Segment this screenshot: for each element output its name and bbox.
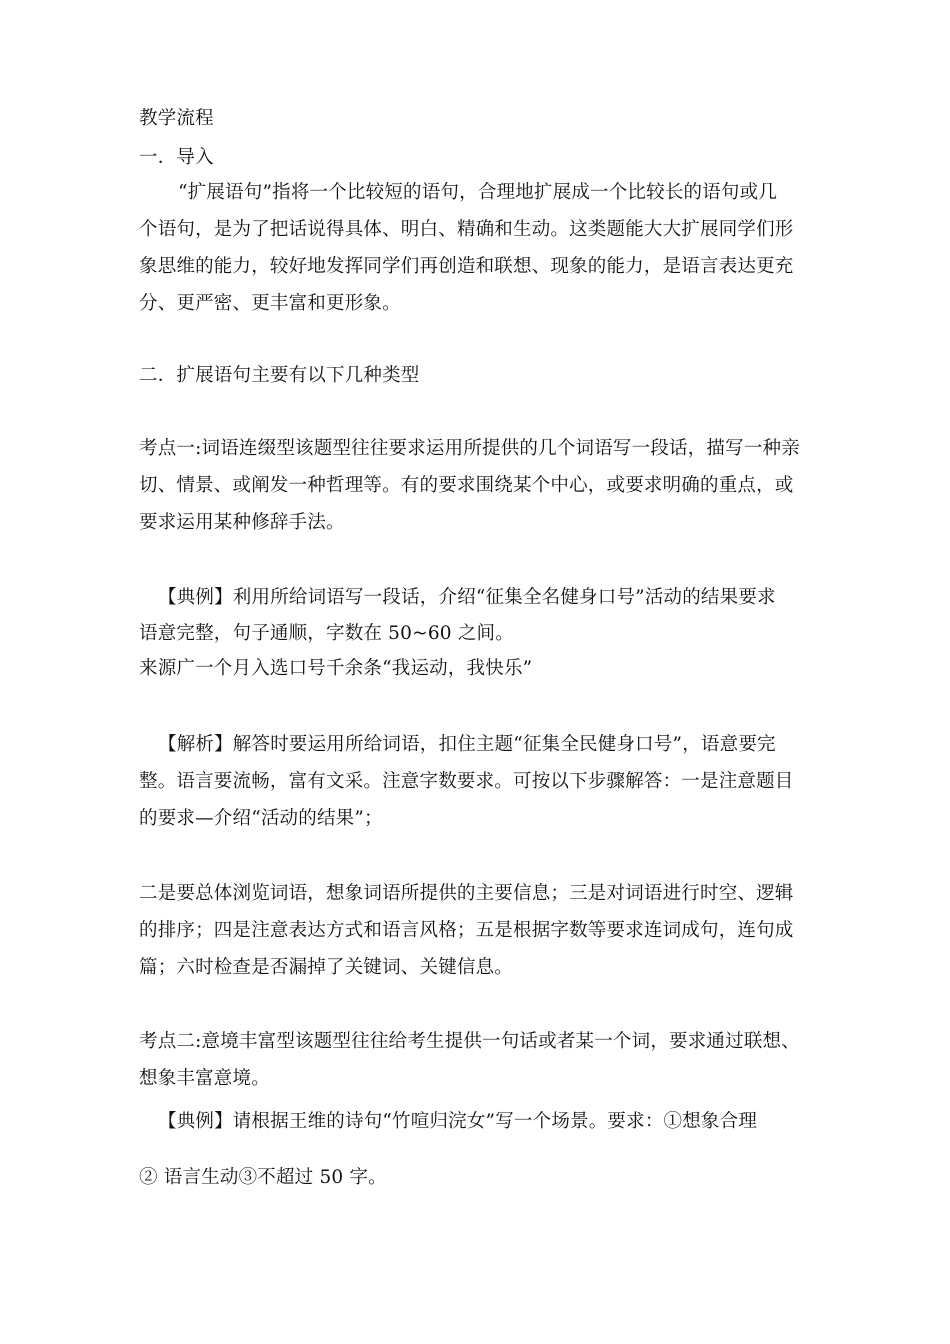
- paragraph-line: 语意完整，句子通顺，字数在 50~60 之间。: [139, 623, 514, 644]
- paragraph-line: 篇；六时检查是否漏掉了关键词、关键信息。: [139, 957, 514, 978]
- section-heading-intro: 一．导入: [139, 147, 214, 168]
- paragraph-line: 【解析】解答时要运用所给词语，扣住主题“征集全民健身口号”，语意要完: [158, 734, 776, 755]
- paragraph-line: 二是要总体浏览词语，想象词语所提供的主要信息；三是对词语进行时空、逻辑: [139, 883, 794, 904]
- paragraph-line: 想象丰富意境。: [139, 1068, 270, 1089]
- paragraph-line: 分、更严密、更丰富和更形象。: [139, 293, 401, 314]
- paragraph-line: ② 语言生动③不超过 50 字。: [139, 1167, 387, 1188]
- paragraph-line: 整。语言要流畅，富有文采。注意字数要求。可按以下步骤解答：一是注意题目: [139, 771, 794, 792]
- paragraph-line: 要求运用某种修辞手法。: [139, 512, 345, 533]
- paragraph-line: 考点一:词语连缀型该题型往往要求运用所提供的几个词语写一段话，描写一种亲: [139, 438, 800, 459]
- paragraph-line: 象思维的能力，较好地发挥同学们再创造和联想、现象的能力，是语言表达更充: [139, 256, 794, 277]
- paragraph-line: 个语句，是为了把话说得具体、明白、精确和生动。这类题能大大扩展同学们形: [139, 219, 794, 240]
- paragraph-line: 切、情景、或阐发一种哲理等。有的要求围绕某个中心，或要求明确的重点，或: [139, 475, 794, 496]
- paragraph-line: 来源广一个月入选口号千余条“我运动，我快乐”: [139, 658, 533, 679]
- paragraph-line: “扩展语句”指将一个比较短的语句，合理地扩展成一个比较长的语句或几: [178, 182, 778, 203]
- paragraph-line: 【典例】利用所给词语写一段话，介绍“征集全名健身口号”活动的结果要求: [158, 587, 776, 608]
- section-heading-types: 二．扩展语句主要有以下几种类型: [139, 365, 420, 386]
- paragraph-line: 考点二:意境丰富型该题型往往给考生提供一句话或者某一个词，要求通过联想、: [139, 1031, 800, 1052]
- paragraph-line: 【典例】请根据王维的诗句“竹喧归浣女”写一个场景。要求：①想象合理: [158, 1111, 758, 1132]
- paragraph-line: 的排序；四是注意表达方式和语言风格；五是根据字数等要求连词成句，连句成: [139, 920, 794, 941]
- document-title: 教学流程: [139, 108, 214, 129]
- paragraph-line: 的要求—介绍“活动的结果”；: [139, 808, 383, 829]
